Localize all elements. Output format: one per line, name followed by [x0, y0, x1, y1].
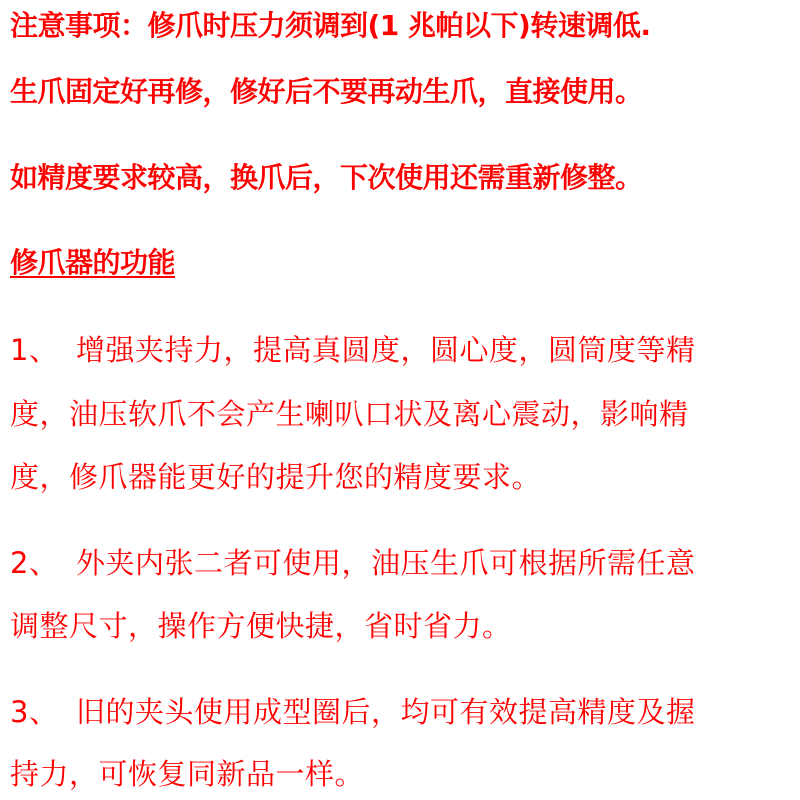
feature-item-number: 3、 [10, 695, 59, 729]
feature-item-text: 外夹内张二者可使用，油压生爪可根据所需任意 [76, 546, 696, 580]
feature-item-line [10, 543, 696, 583]
feature-item-line: 度，修爪器能更好的提升您的精度要求。 [10, 460, 542, 494]
feature-item-line [10, 330, 696, 370]
feature-item-line: 调整尺寸，操作方便快捷，省时省力。 [10, 609, 512, 643]
notice-line-2: 生爪固定好再修，修好后不要再动生爪，直接使用。 [10, 75, 643, 108]
notice-line-3: 如精度要求较高，换爪后，下次使用还需重新修整。 [10, 161, 643, 194]
section-heading: 修爪器的功能 [10, 246, 176, 279]
feature-item-text: 增强夹持力，提高真圆度，圆心度，圆筒度等精 [76, 333, 696, 367]
feature-item-line [10, 692, 696, 732]
feature-item-line: 持力，可恢复同新品一样。 [10, 757, 365, 791]
feature-item-number: 2、 [10, 546, 59, 580]
notice-line-1: 注意事项：修爪时压力须调到(1 兆帕以下)转速调低. [10, 9, 651, 42]
feature-item-text: 旧的夹头使用成型圈后，均可有效提高精度及握 [76, 695, 696, 729]
feature-item-line: 度，油压软爪不会产生喇叭口状及离心震动，影响精 [10, 397, 689, 431]
feature-item-number: 1、 [10, 333, 59, 367]
